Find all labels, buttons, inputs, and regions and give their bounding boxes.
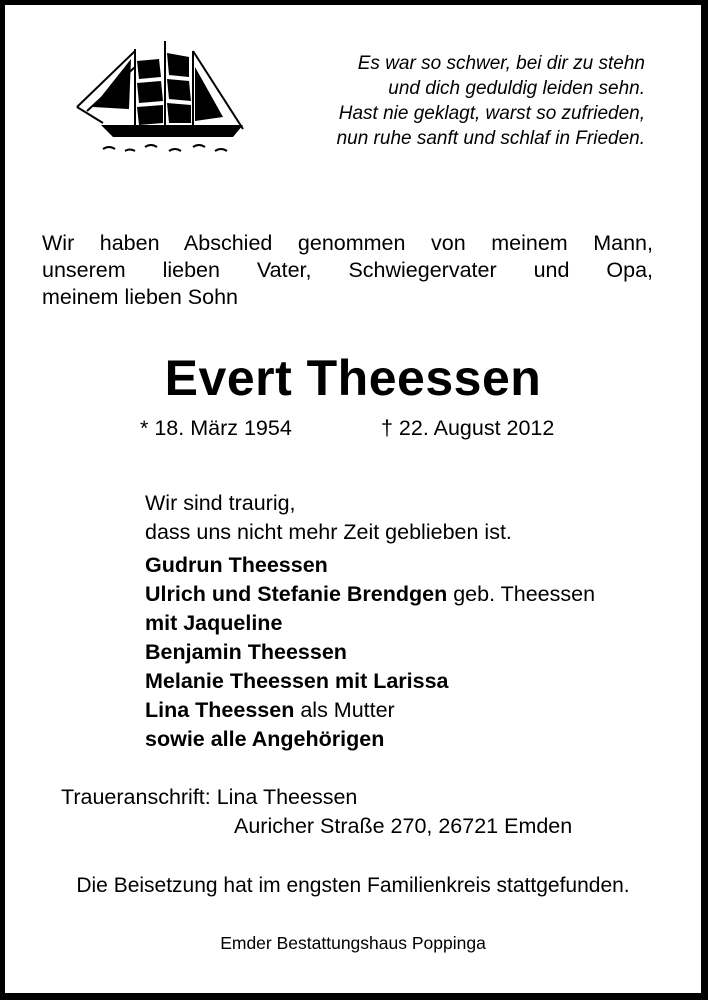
mourning-line: Wir sind traurig, xyxy=(145,491,296,515)
burial-note: Die Beisetzung hat im engsten Familienkreis stattgefunden. xyxy=(76,874,630,897)
mourner-name: Gudrun Theessen xyxy=(145,553,328,577)
mourner-name: Lina Theessen xyxy=(145,698,295,722)
mourner-name: mit Jaqueline xyxy=(145,611,283,635)
death-date: † 22. August 2012 xyxy=(381,416,555,440)
mourner-note: als Mutter xyxy=(294,698,395,722)
poem-line: Hast nie geklagt, warst so zufrieden, xyxy=(338,103,645,124)
birth-date: * 18. März 1954 xyxy=(140,416,292,440)
intro-text xyxy=(42,230,653,311)
mourner-line xyxy=(145,667,595,696)
funeral-home: Emder Bestattungshaus Poppinga xyxy=(220,933,486,953)
mourner-line xyxy=(145,696,595,725)
mourner-line xyxy=(145,551,595,580)
intro-line: Wir haben Abschied genommen von meinem Mann, xyxy=(42,231,653,255)
mourner-line xyxy=(145,580,595,609)
mourners-list xyxy=(145,551,595,754)
sailing-ship-icon xyxy=(73,37,253,157)
poem-line: und dich geduldig leiden sehn. xyxy=(388,78,645,99)
mourner-name: Benjamin Theessen xyxy=(145,640,347,664)
deceased-name: Evert Theessen xyxy=(164,350,542,406)
intro-line: unserem lieben Vater, Schwiegervater und Opa, xyxy=(42,258,653,282)
poem-line: Es war so schwer, bei dir zu stehn xyxy=(357,53,645,74)
address-line: Traueranschrift: Lina Theessen xyxy=(61,785,358,809)
intro-line: meinem lieben Sohn xyxy=(42,285,239,309)
address-line: Auricher Straße 270, 26721 Emden xyxy=(234,814,573,838)
mourning-address xyxy=(61,783,572,841)
mourner-name: Melanie Theessen mit Larissa xyxy=(145,669,449,693)
poem-line: nun ruhe sanft und schlaf in Frieden. xyxy=(336,128,645,149)
mourner-name: Ulrich und Stefanie Brendgen xyxy=(145,582,448,606)
mourning-text xyxy=(145,489,512,547)
mourner-line xyxy=(145,609,595,638)
mourning-line: dass uns nicht mehr Zeit geblieben ist. xyxy=(145,520,512,544)
mourner-note: geb. Theessen xyxy=(447,582,596,606)
poem xyxy=(265,51,645,151)
mourner-line xyxy=(145,638,595,667)
mourner-line xyxy=(145,725,595,754)
mourner-name: sowie alle Angehörigen xyxy=(145,727,385,751)
